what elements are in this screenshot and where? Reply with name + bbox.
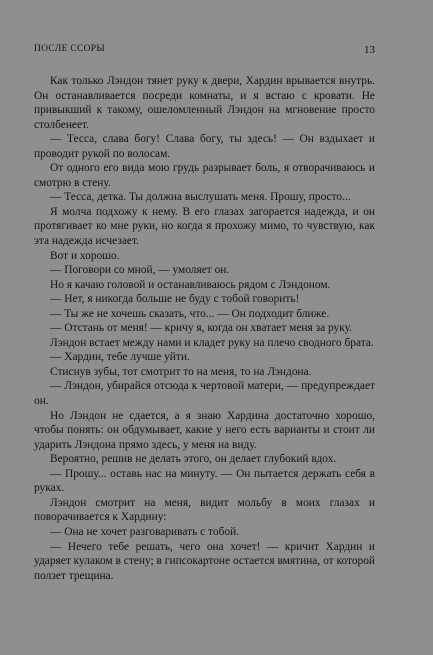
paragraph: Стиснув зубы, тот смотрит то на меня, то на Лэндона. xyxy=(50,365,312,378)
paragraph: От одного его вида мою грудь разрывает боль, я отворачиваюсь и смотрю в стену. xyxy=(34,162,375,189)
paragraph: — Нет, я никогда больше не буду с тобой говорить! xyxy=(50,293,300,306)
paragraph: Лэндон смотрит на меня, видит мольбу в моих глазах и поворачивается к Хардину: xyxy=(34,496,375,524)
paragraph: Но Лэндон не сдается, а я знаю Хардина достаточно хорошо, чтобы понять: он обдумывает, какие у него есть варианты и стоит ли ударить Лэндона прямо здесь, у меня на виду. xyxy=(34,409,375,451)
paragraph: Лэндон встает между нами и кладет руку на плечо сводного брата. xyxy=(50,336,374,349)
page-number: 13 xyxy=(364,44,375,56)
paragraph: — Тесса, слава богу! Слава богу, ты здесь! — Он вздыхает и проводит рукой по волосам. xyxy=(34,133,375,160)
body-text xyxy=(34,74,375,583)
paragraph: Вот и хорошо. xyxy=(50,249,120,262)
running-head xyxy=(34,44,375,58)
paragraph: — Лэндон, убирайся отсюда к чертовой матери, — предупреждает он. xyxy=(34,380,375,408)
paragraph: — Нечего тебе решать, чего она хочет! — кричит Хардин и ударяет кулаком в стену; в гипсокартоне остается вмятина, от которой ползет трещина. xyxy=(34,540,375,582)
paragraph: Вероятно, решив не делать этого, он делает глубокий вдох. xyxy=(50,453,337,466)
paragraph: — Ты же не хочешь сказать, что... — Он подходит ближе. xyxy=(50,307,330,320)
paragraph: Но я качаю головой и останавливаюсь рядом с Лэндоном. xyxy=(50,278,331,291)
paragraph: — Отстань от меня! — кричу я, когда он хватает меня за руку. xyxy=(50,322,353,335)
paragraph: Как только Лэндон тянет руку к двери, Хардин врывается внутрь. Он останавливается посреди комнаты, и я встаю с кровати. Не привыкший к такому, ошеломленный Лэндон на мгновение просто столбенеет. xyxy=(34,75,375,131)
paragraph: — Поговори со мной, — умоляет он. xyxy=(50,264,230,277)
paragraph: — Тесса, детка. Ты должна выслушать меня. Прошу, просто... xyxy=(50,191,351,204)
paragraph: — Прошу... оставь нас на минуту. — Он пытается держать себя в руках. xyxy=(34,467,375,495)
paragraph: Я молча подхожу к нему. В его глазах загорается надежда, и он протягивает ко мне руки, но когда я прохожу мимо, то чувствую, как эта надежда исчезает. xyxy=(34,205,375,248)
paragraph: — Хардин, тебе лучше уйти. xyxy=(50,351,190,364)
running-title: ПОСЛЕ ССОРЫ xyxy=(34,44,105,54)
paragraph: — Она не хочет разговаривать с тобой. xyxy=(50,525,240,538)
